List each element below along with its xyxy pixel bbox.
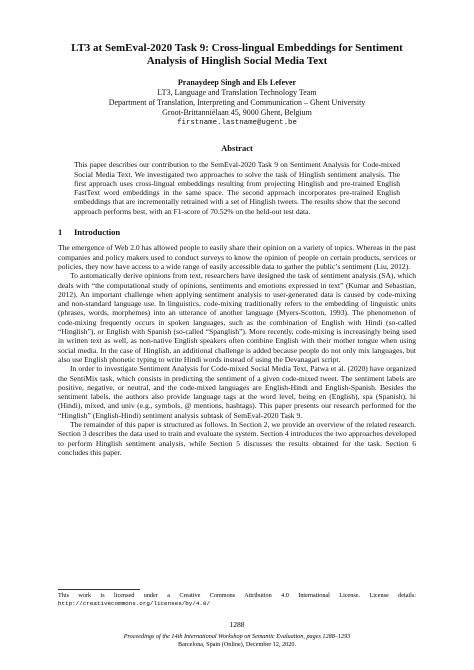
page-number: 1288 [229,620,245,629]
license-footnote [58,592,416,607]
affiliation-line: LT3, Language and Translation Technology Team [157,88,317,97]
abstract-heading: Abstract [221,143,253,153]
proceedings-line: Barcelona, Spain (Online), December 12, 2020. [177,640,297,648]
body-paragraph: In order to investigate Sentiment Analysis for Code-mixed Social Media Text, Patwa et al. (2020) have organized the SentiMix task, which consists in predicting the sentiment of a given code-mixed tweet. The sentiment labels are positive, negative, or neutral, and the code-mixed languages are English-Hindi and English-Spanish. Besides the sentiment labels, the authors also provide language tags at the word level, being en (English), spa (Spanish), hi (Hindi), mixed, and univ (e.g., symbols, @ mentions, hashtags). This paper presents our research performed for the “Hinglish” (English-Hindi) sentiment analysis subtask of SemEval-2020 Task 9. [58,364,416,420]
footnote-rule [58,589,140,590]
body-paragraph: To automatically derive opinions from text, researchers have designed the task of sentiment analysis (SA), which deals with “the computational study of opinions, sentiments and emotions expressed in text” (Kumar and Sebastian, 2012). An important challenge when applying sentiment analysis to user-generated data is caused by code-mixing and non-standard language use. In linguistics, code-mixing traditionally refers to the embedding of linguistic units (phrases, words, morphemes) into an utterance of another language (Myers-Scotton, 1993). The phenomenon of code-mixing frequently occurs in spoken languages, such as the combination of English with Hindi (so-called “Hinglish”), or English with Spanish (so-called “Spanglish”). More recently, code-mixing is increasingly being used in written text as well, as non-native English speakers often combine English with their mother tongue when using social media. In the case of Hinglish, an additional challenge is added because people do not only mix languages, but also use English phonetic typing to write Hindi words instead of using the Devanagari script. [58,271,416,364]
abstract-text: This paper describes our contribution to the SemEval-2020 Task 9 on Sentiment Analysis for Code-mixed Social Media Text. We investigated two approaches to solve the task of Hinglish sentiment analysis. The first approach uses cross-lingual embeddings resulting from projecting Hinglish and pre-trained English FastText word embeddings in the same space. The second approach incorporates pre-trained English embeddings that are incrementally retrained with a set of Hinglish tweets. The results show that the second approach performs best, with an F1-score of 70.52% on the held-out test data. [74,160,400,216]
body-paragraph: The emergence of Web 2.0 has allowed people to easily share their opinion on a variety of topics. Whereas in the past companies and policy makers used to conduct surveys to know the opinion of people on certain products, services or policies, they now have access to a wide range of easily accessible data to gather the public’s sentiment (Liu, 2012). [58,243,416,271]
section-heading [58,228,416,237]
author-email: firstname.lastname@ugent.be [177,119,297,127]
paper-title: LT3 at SemEval-2020 Task 9: Cross-lingual Embeddings for Sentiment Analysis of Hinglish Social Media Text [71,42,403,67]
section-title: Introduction [74,227,121,238]
footnote-text: This work is licensed under a Creative Commons Attribution 4.0 International License. License details: [58,592,416,599]
proceedings-line: Proceedings of the 14th International Workshop on Semantic Evaluation, pages 1288–1293 [123,633,351,640]
affiliation-line: Department of Translation, Interpreting and Communication – Ghent University [108,98,366,107]
author-block [58,78,416,128]
section-number: 1 [58,227,63,238]
license-link[interactable]: http://creativecommons.org/licenses/by/4.0/ [58,599,211,607]
author-names: Pranaydeep Singh and Els Lefever [177,78,297,87]
body-paragraph: The remainder of this paper is structured as follows. In Section 2, we provide an overview of the related research. Section 3 describes the data used to train and evaluate the system. Section 4 introduces the two approaches developed to perform Hinglish sentiment analysis, while Section 5 discusses the results obtained for the task. Section 6 concludes this paper. [58,420,416,457]
proceedings-footer [0,633,474,649]
affiliation-line: Groot-Brittanniëlaan 45, 9000 Ghent, Belgium [162,108,312,117]
